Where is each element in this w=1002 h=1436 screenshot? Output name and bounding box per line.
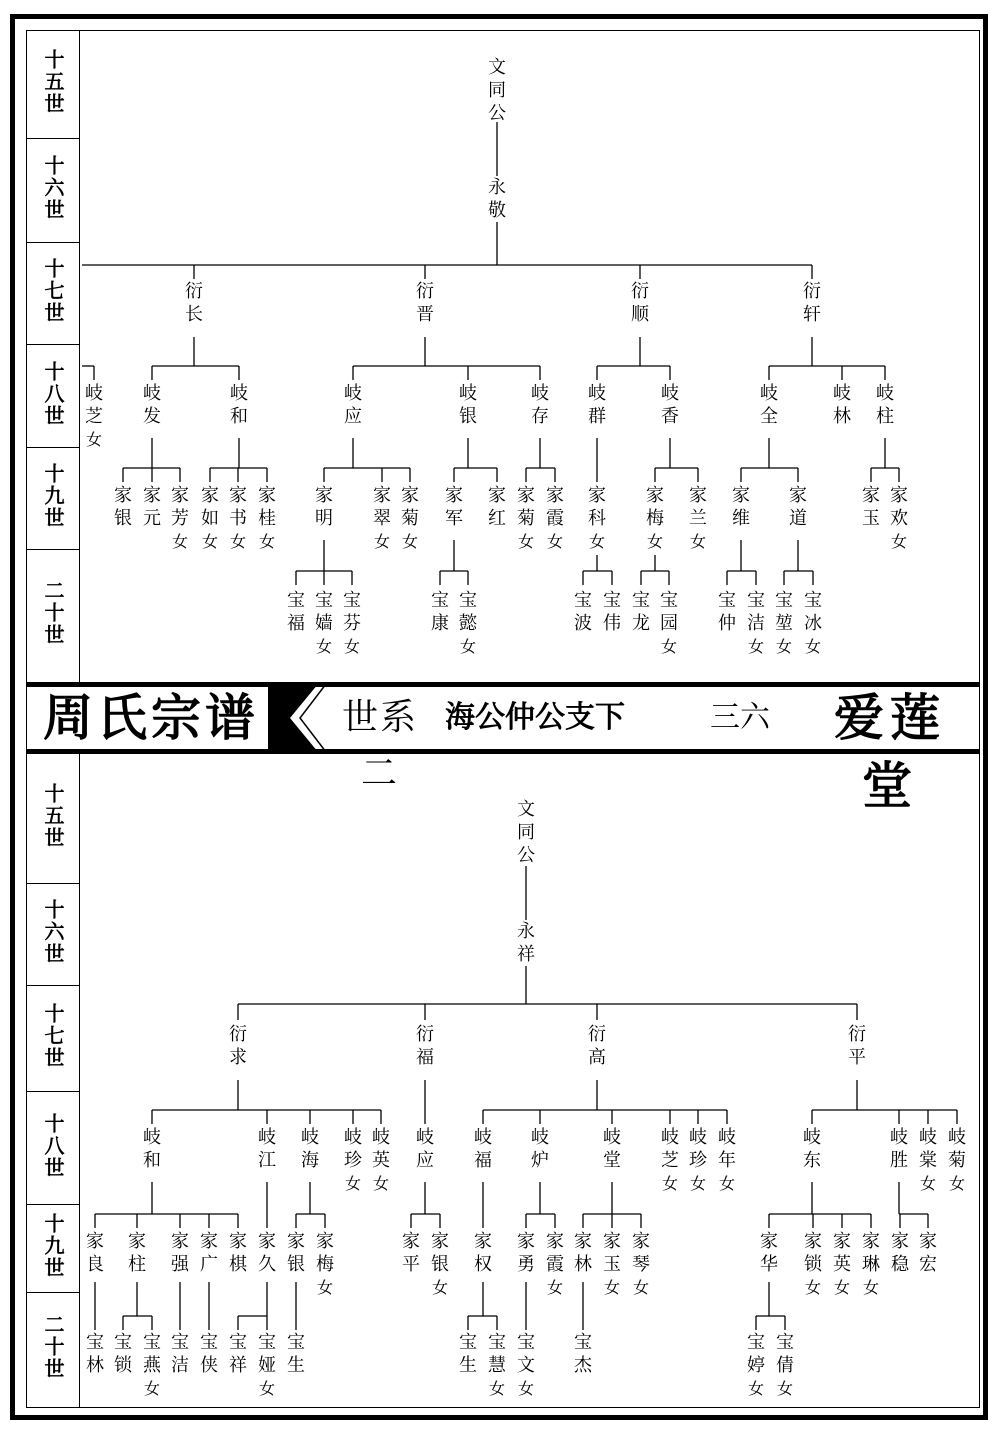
generation-19-member: 家琴女	[632, 1231, 650, 1297]
generation-18-member: 岐胜	[890, 1127, 908, 1171]
branch-label: 海公仲公支下	[445, 700, 625, 735]
generation-18-member: 岐林	[833, 383, 851, 427]
generation-19-member: 家如女	[201, 485, 219, 551]
generation-20-member: 宝康	[431, 590, 449, 634]
generation-20-member: 宝冰女	[804, 590, 822, 656]
generation-17-member: 衍平	[848, 1024, 866, 1068]
generation-20-member: 宝文女	[517, 1332, 535, 1398]
generation-19-member: 家道	[789, 485, 807, 529]
generation-20-member: 宝祥	[229, 1332, 247, 1376]
generation-label: 十七世	[41, 258, 65, 324]
hall-name: 爱莲堂	[834, 688, 946, 815]
generation-17-member: 衍轩	[803, 281, 821, 325]
generation-18-member: 岐应	[344, 383, 362, 427]
generation-18-member: 岐福	[474, 1127, 492, 1171]
generation-18-member: 岐香	[661, 383, 679, 427]
generation-19-member: 家柱	[128, 1231, 146, 1275]
generation-label: 二十世	[41, 1314, 65, 1380]
generation-19-member: 家广	[200, 1231, 218, 1275]
generation-label: 十五世	[41, 783, 65, 849]
root-ancestor: 文同公	[517, 799, 535, 866]
generation-19-member: 家银女	[431, 1231, 449, 1297]
generation-18-member: 岐棠女	[919, 1127, 937, 1193]
generation-17-member: 衍高	[588, 1024, 606, 1068]
generation-19-member: 家银	[114, 485, 132, 529]
generation-20-member: 宝洁女	[747, 590, 765, 656]
generation-20-member: 宝杰	[574, 1332, 592, 1376]
generation-20-member: 宝龙	[632, 590, 650, 634]
generation-19-member: 家琳女	[862, 1231, 880, 1297]
generation-19-member: 家菊女	[517, 485, 535, 551]
generation-18-member: 岐芝女	[661, 1127, 679, 1193]
generation-18-member: 岐银	[459, 383, 477, 427]
generation-label: 十五世	[41, 49, 65, 115]
generation-20-member: 宝懿女	[459, 590, 477, 656]
generation-18-member: 岐发	[143, 383, 161, 427]
generation-19-member: 家玉	[862, 485, 880, 529]
generation-19-member: 家良	[86, 1231, 104, 1275]
generation-19-member: 家棋	[229, 1231, 247, 1275]
generation-18-member: 岐海	[301, 1127, 319, 1171]
page-number: 三六	[710, 700, 770, 735]
generation-19-member: 家华	[760, 1231, 778, 1275]
generation-19-member: 家林	[574, 1231, 592, 1275]
generation-19-member: 家军	[445, 485, 463, 529]
generation-19-member: 家芳女	[171, 485, 189, 551]
generation-18-member: 岐和	[143, 1127, 161, 1171]
generation-19-member: 家明	[315, 485, 333, 529]
generation-18-member: 岐堂	[603, 1127, 621, 1171]
generation-20-member: 宝洁	[171, 1332, 189, 1376]
generation-20-member: 宝嫱女	[315, 590, 333, 656]
generation-18-member: 岐应	[416, 1127, 434, 1171]
generation-19-member: 家久	[258, 1231, 276, 1275]
generation-18-member: 岐珍女	[689, 1127, 707, 1193]
generation-20-member: 宝婷女	[747, 1332, 765, 1398]
root-ancestor: 文同公	[488, 57, 506, 124]
generation-18-member: 岐存	[531, 383, 549, 427]
generation-16-member: 永祥	[517, 921, 535, 965]
generation-label: 十六世	[41, 155, 65, 221]
generation-19-member: 家科女	[588, 485, 606, 551]
generation-18-member: 岐全	[760, 383, 778, 427]
generation-18-member: 岐炉	[531, 1127, 549, 1171]
generation-20-member: 宝生	[287, 1332, 305, 1376]
generation-19-member: 家宏	[919, 1231, 937, 1275]
generation-20-member: 宝娅女	[258, 1332, 276, 1398]
generation-20-member: 宝福	[287, 590, 305, 634]
generation-18-member: 岐英女	[372, 1127, 390, 1193]
generation-19-member: 家霞女	[546, 1231, 564, 1297]
generation-19-member: 家维	[732, 485, 750, 529]
generation-20-member: 宝园女	[660, 590, 678, 656]
generation-18-member: 岐芝女	[85, 383, 103, 449]
generation-17-member: 衍顺	[631, 281, 649, 325]
generation-19-member: 家玉女	[603, 1231, 621, 1297]
generation-label: 十八世	[41, 1112, 65, 1179]
generation-19-member: 家锁女	[804, 1231, 822, 1297]
generation-16-member: 永敬	[488, 177, 506, 221]
generation-label: 十七世	[41, 1003, 65, 1069]
generation-19-member: 家翠女	[373, 485, 391, 551]
generation-18-member: 岐群	[588, 383, 606, 427]
generation-label: 十八世	[41, 360, 65, 427]
generation-20-member: 宝堃女	[775, 590, 793, 656]
generation-label: 十六世	[41, 899, 65, 965]
generation-20-member: 宝生	[459, 1332, 477, 1376]
generation-19-member: 家银	[287, 1231, 305, 1275]
generation-19-member: 家权	[474, 1231, 492, 1275]
generation-20-member: 宝芬女	[343, 590, 361, 656]
genealogy-title: 周氏宗谱	[43, 688, 259, 747]
generation-20-member: 宝锁	[114, 1332, 132, 1376]
generation-17-member: 衍求	[229, 1024, 247, 1068]
generation-19-member: 家英女	[833, 1231, 851, 1297]
generation-19-member: 家桂女	[258, 485, 276, 551]
generation-18-member: 岐东	[803, 1127, 821, 1171]
generation-19-member: 家梅女	[646, 485, 664, 551]
generation-20-member: 宝仲	[718, 590, 736, 634]
generation-18-member: 岐菊女	[948, 1127, 966, 1193]
generation-19-member: 家元	[143, 485, 161, 529]
generation-18-member: 岐珍女	[344, 1127, 362, 1193]
generation-17-member: 衍晋	[416, 281, 434, 325]
generation-20-member: 宝燕女	[143, 1332, 161, 1398]
generation-18-member: 岐和	[230, 383, 248, 427]
generation-label: 二十世	[41, 580, 65, 646]
generation-19-member: 家平	[402, 1231, 420, 1275]
generation-19-member: 家梅女	[316, 1231, 334, 1297]
generation-17-member: 衍福	[416, 1024, 434, 1068]
generation-20-member: 宝林	[86, 1332, 104, 1376]
generation-19-member: 家稳	[891, 1231, 909, 1275]
generation-20-member: 宝侠	[200, 1332, 218, 1376]
generation-19-member: 家强	[171, 1231, 189, 1275]
generation-20-member: 宝慧女	[488, 1332, 506, 1398]
generation-19-member: 家书女	[229, 485, 247, 551]
generation-20-member: 宝伟	[603, 590, 621, 634]
generation-label: 十九世	[41, 1213, 65, 1279]
generation-18-member: 岐年女	[718, 1127, 736, 1193]
generation-label: 十九世	[41, 463, 65, 529]
generation-19-member: 家勇	[517, 1231, 535, 1275]
generation-19-member: 家兰女	[689, 485, 707, 551]
generation-19-member: 家欢女	[890, 485, 908, 551]
generation-19-member: 家霞女	[546, 485, 564, 551]
generation-19-member: 家红	[488, 485, 506, 529]
generation-18-member: 岐柱	[876, 383, 894, 427]
generation-18-member: 岐江	[258, 1127, 276, 1171]
series-label: 世系二	[341, 697, 418, 794]
generation-17-member: 衍长	[185, 281, 203, 325]
generation-19-member: 家菊女	[401, 485, 419, 551]
generation-20-member: 宝波	[574, 590, 592, 634]
generation-20-member: 宝倩女	[776, 1332, 794, 1398]
